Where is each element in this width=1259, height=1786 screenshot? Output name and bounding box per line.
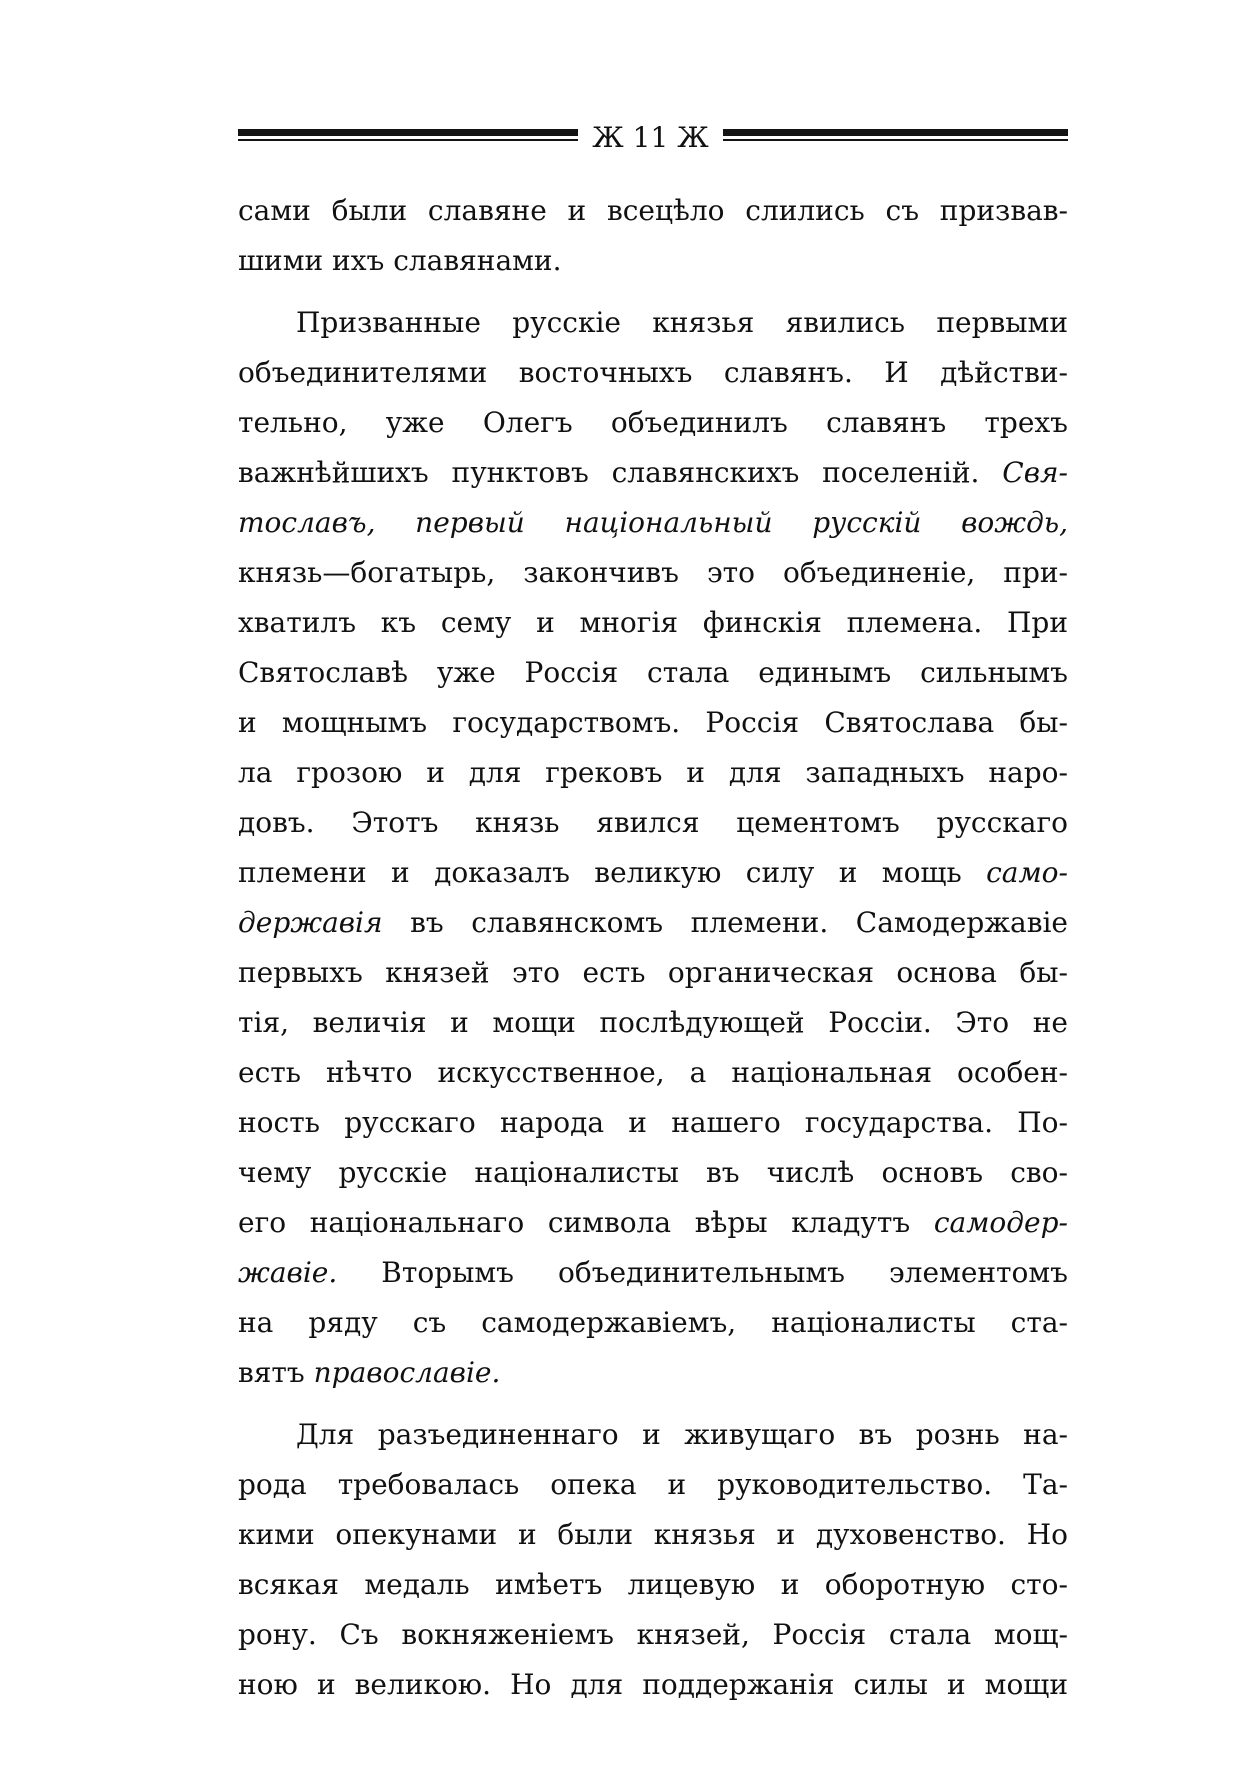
italic-span: жавіе. (238, 1256, 338, 1289)
text-line: кими опекунами и были князья и духовенство. Но (238, 1518, 1068, 1551)
text-line: ность русскаго народа и нашего государства. По- (238, 1106, 1068, 1139)
text-line: его національнаго символа вѣры кладутъ самодер- (238, 1206, 1068, 1239)
text-line: тославъ, первый національный русскій вождь, (238, 506, 1068, 539)
text-line: важнѣйшихъ пунктовъ славянскихъ поселеній. Свя- (238, 456, 1068, 489)
page-number: 11 (632, 121, 669, 154)
text-line: ною и великою. Но для поддержанія силы и мощи (238, 1668, 1068, 1701)
text-line: Святославѣ уже Россія стала единымъ сильнымъ (238, 656, 1068, 689)
text-line: Для разъединеннаго и живущаго въ рознь на- (296, 1418, 1068, 1451)
paragraph-gap (238, 1398, 1068, 1410)
folio-ornament-left: Ж (592, 121, 624, 154)
text-line: шими ихъ славянами. (238, 244, 562, 277)
italic-span: православіе. (313, 1356, 501, 1389)
text-line: державія въ славянскомъ племени. Самодержавіе (238, 906, 1068, 939)
text-line: всякая медаль имѣетъ лицевую и оборотную сто- (238, 1568, 1068, 1601)
text-line: рону. Съ вокняженіемъ князей, Россія стала мощ- (238, 1618, 1068, 1651)
text-line: вятъ православіе. (238, 1356, 501, 1389)
folio-ornament-right: Ж (677, 121, 709, 154)
italic-span: самодер- (933, 1206, 1068, 1239)
text-line: чему русскіе націоналисты въ числѣ основъ сво- (238, 1156, 1068, 1189)
text-line: ла грозою и для грековъ и для западныхъ наро- (238, 756, 1068, 789)
text-line: довъ. Этотъ князь явился цементомъ русскаго (238, 806, 1068, 839)
italic-span: державія (238, 906, 383, 939)
text-line: объединителями восточныхъ славянъ. И дѣйстви- (238, 356, 1068, 389)
paragraph-gap (238, 286, 1068, 298)
text-line: племени и доказалъ великую силу и мощь само- (238, 856, 1068, 889)
text-line: первыхъ князей это есть органическая основа бы- (238, 956, 1068, 989)
text-line: Призванные русскіе князья явились первыми (296, 306, 1068, 339)
text-line: тельно, уже Олегъ объединилъ славянъ трехъ (238, 406, 1068, 439)
body-text (238, 186, 1068, 1701)
page-folio (578, 118, 723, 158)
text-line: и мощнымъ государствомъ. Россія Святослава бы- (238, 706, 1068, 739)
text-line: на ряду съ самодержавіемъ, націоналисты ста- (238, 1306, 1068, 1339)
header-rule-left (238, 129, 578, 143)
text-line: князь—богатырь, закончивъ это объединеніе, при- (238, 556, 1068, 589)
text-line: жавіе. Вторымъ объединительнымъ элементомъ (238, 1256, 1068, 1289)
text-line: сами были славяне и всецѣло слились съ призвав- (238, 194, 1068, 227)
italic-span: само- (986, 856, 1068, 889)
running-header (238, 118, 1068, 158)
text-line: тія, величія и мощи послѣдующей Россіи. Это не (238, 1006, 1068, 1039)
italic-span: Свя- (1002, 456, 1068, 489)
text-line: есть нѣчто искусственное, а національная особен- (238, 1056, 1068, 1089)
header-rule-right (723, 129, 1068, 143)
text-line: рода требовалась опека и руководительство. Та- (238, 1468, 1068, 1501)
text-line: хватилъ къ сему и многія финскія племена. При (238, 606, 1068, 639)
